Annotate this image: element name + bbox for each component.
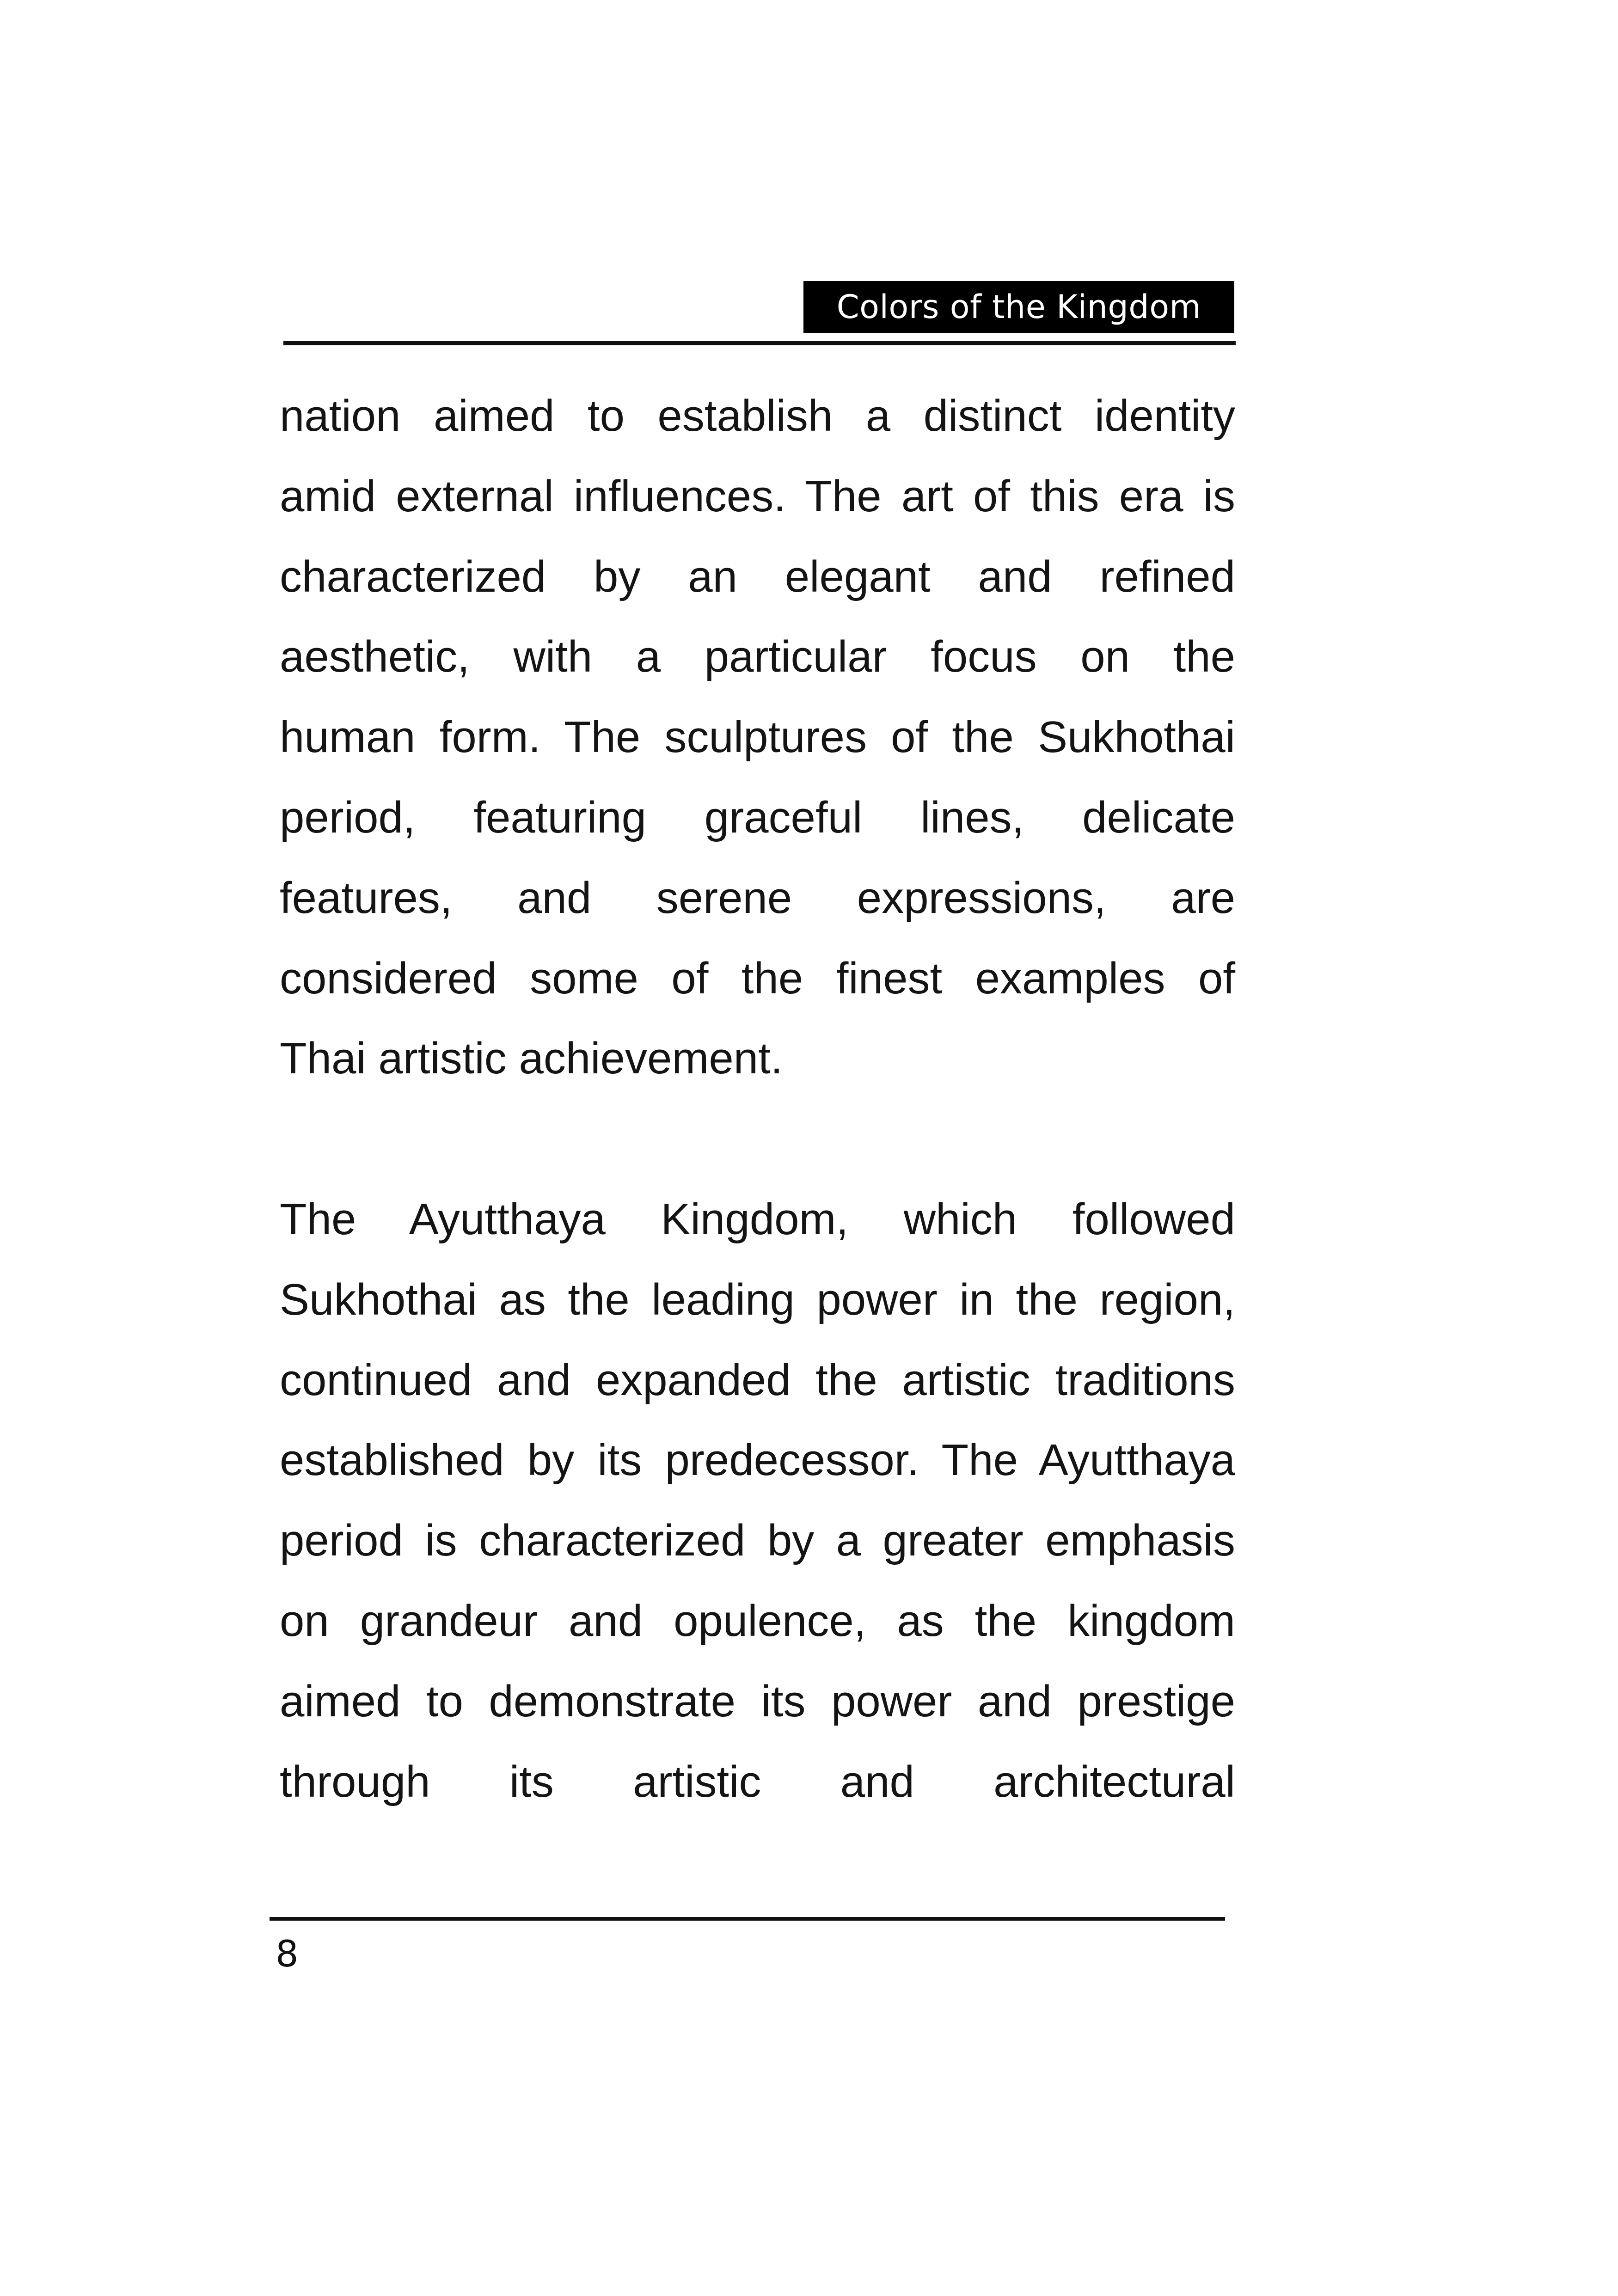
page-number: 8 [276, 1934, 299, 1975]
text-line: on grandeur and opulence, as the kingdom [280, 1596, 1235, 1646]
text-line: through its artistic and architectural [280, 1757, 1235, 1806]
paragraph [280, 376, 1235, 1099]
text-line: human form. The sculptures of the Sukhothai [280, 712, 1235, 762]
running-header-title: Colors of the Kingdom [803, 281, 1234, 333]
text-line: nation aimed to establish a distinct identity [280, 391, 1235, 441]
text-line: period, featuring graceful lines, delicate [280, 792, 1235, 842]
text-line: characterized by an elegant and refined [280, 551, 1235, 601]
text-line: amid external influences. The art of this era is [280, 471, 1235, 521]
paragraph [280, 1179, 1235, 1822]
footer-divider [270, 1917, 1225, 1921]
text-line: considered some of the finest examples of [280, 953, 1235, 1003]
text-line: aimed to demonstrate its power and prestige [280, 1676, 1235, 1726]
text-line: features, and serene expressions, are [280, 873, 1235, 923]
text-line: Sukhothai as the leading power in the region, [280, 1274, 1235, 1324]
body-text [280, 376, 1235, 1822]
text-line: continued and expanded the artistic traditions [280, 1355, 1235, 1405]
text-line: Thai artistic achievement. [280, 1034, 783, 1084]
paragraph-gap [280, 1099, 1235, 1179]
text-line: aesthetic, with a particular focus on the [280, 632, 1235, 682]
header-divider [283, 341, 1236, 345]
text-line: The Ayutthaya Kingdom, which followed [280, 1194, 1235, 1244]
text-line: established by its predecessor. The Ayutthaya [280, 1435, 1235, 1485]
text-line: period is characterized by a greater emphasis [280, 1516, 1235, 1566]
